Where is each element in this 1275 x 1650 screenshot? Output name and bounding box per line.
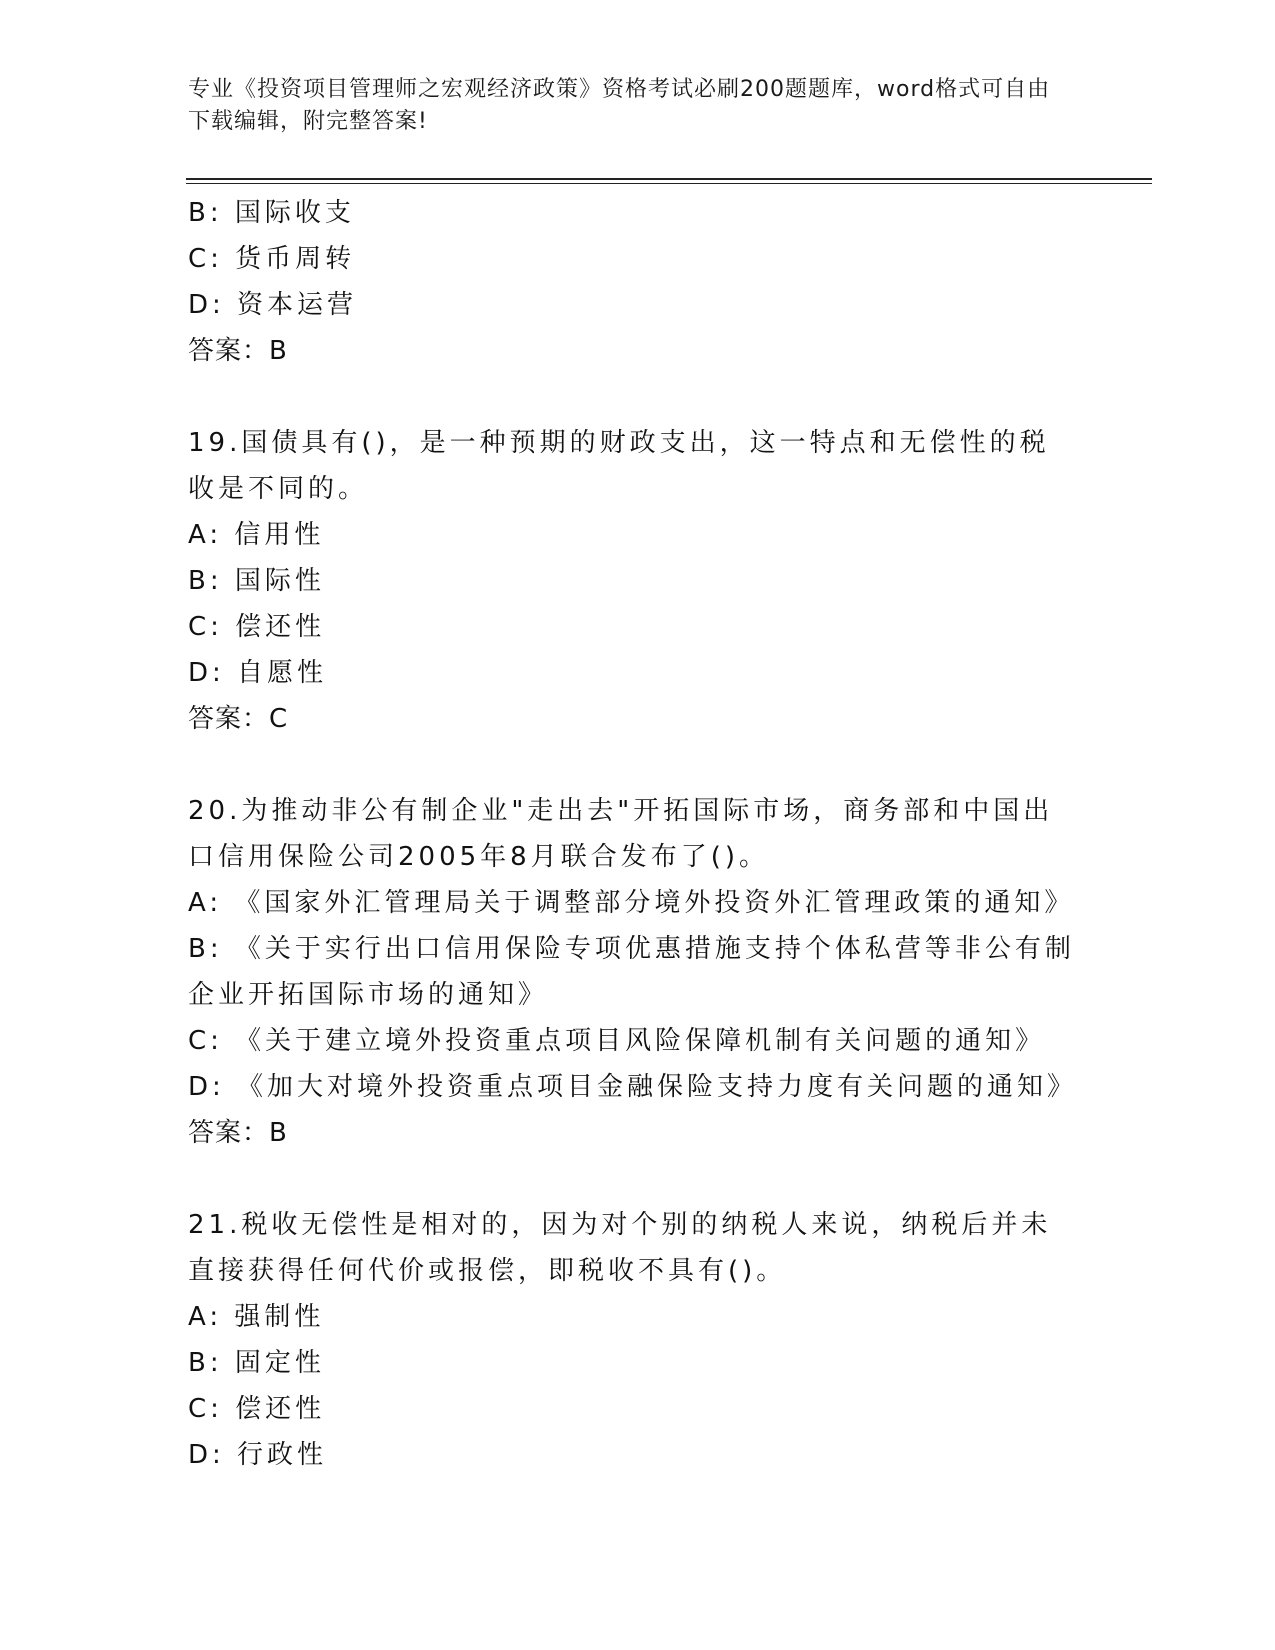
document-header: 专业《投资项目管理师之宏观经济政策》资格考试必刷200题题库，word格式可自由下载编辑，附完整答案!: [188, 77, 1051, 134]
answer-line: 答案：C: [188, 704, 289, 734]
option-d: D: 资本运营: [188, 290, 358, 320]
answer-line: 答案：B: [188, 1118, 288, 1148]
spacer: [188, 742, 1078, 788]
question-text: 19.国债具有()，是一种预期的财政支出，这一特点和无偿性的税收是不同的。: [188, 428, 1050, 504]
header-divider-thick: [186, 178, 1152, 180]
option-c: C: 偿还性: [188, 612, 326, 642]
header-divider-thin: [186, 183, 1152, 184]
question-block-20: [188, 788, 1078, 1156]
option-a: A: 《国家外汇管理局关于调整部分境外投资外汇管理政策的通知》: [188, 888, 1075, 918]
option-c: C: 偿还性: [188, 1394, 326, 1424]
question-block-19: [188, 420, 1078, 742]
option-b: B: 国际收支: [188, 198, 355, 228]
question-text: 21.税收无偿性是相对的，因为对个别的纳税人来说，纳税后并未直接获得任何代价或报偿，即税收不具有()。: [188, 1210, 1052, 1286]
option-d: D: 行政性: [188, 1440, 328, 1470]
option-b: B: 国际性: [188, 566, 325, 596]
option-b: B: 《关于实行出口信用保险专项优惠措施支持个体私营等非公有制企业开拓国际市场的通知》: [188, 934, 1075, 1010]
question-list: [188, 190, 1078, 1478]
spacer: [188, 1156, 1078, 1202]
option-c: C: 《关于建立境外投资重点项目风险保障机制有关问题的通知》: [188, 1026, 1046, 1056]
question-block-18: [188, 190, 1078, 374]
option-b: B: 固定性: [188, 1348, 325, 1378]
option-d: D: 自愿性: [188, 658, 328, 688]
question-block-21: [188, 1202, 1078, 1478]
option-c: C: 货币周转: [188, 244, 356, 274]
spacer: [188, 374, 1078, 420]
answer-line: 答案：B: [188, 336, 288, 366]
question-text: 20.为推动非公有制企业"走出去"开拓国际市场，商务部和中国出口信用保险公司2005年8月联合发布了()。: [188, 796, 1054, 872]
option-a: A: 信用性: [188, 520, 325, 550]
option-d: D: 《加大对境外投资重点项目金融保险支持力度有关问题的通知》: [188, 1072, 1078, 1102]
option-a: A: 强制性: [188, 1302, 325, 1332]
